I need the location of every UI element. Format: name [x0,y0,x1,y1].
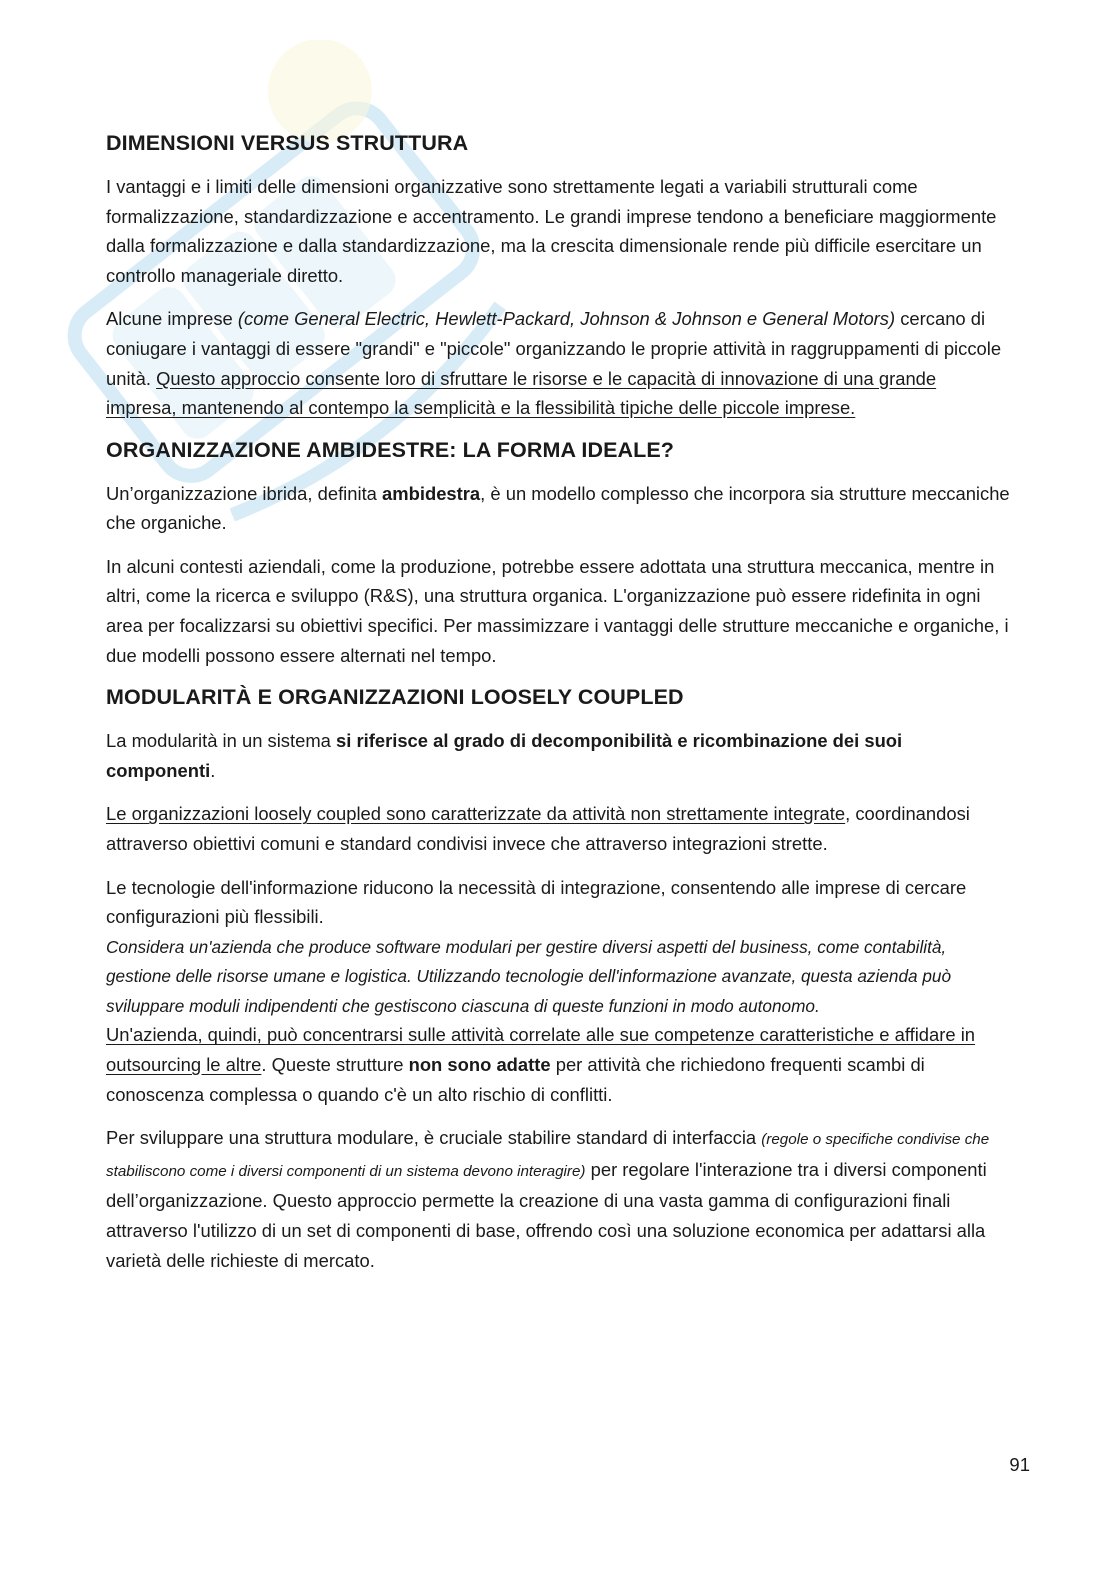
text-run: , coordinandosi attraverso obiettivi comuni e standard condivisi invece che attraverso integrazioni strette. [106,803,970,854]
text-run: Le tecnologie dell'informazione riducono la necessità di integrazione, consentendo alle imprese di cercare configurazioni più flessibili. [106,876,967,928]
paragraph [106,799,1011,858]
paragraph [106,304,1011,422]
text-run: per attività che richiedono frequenti scambi di conoscenza complessa o quando c'è un alto rischio di conflitti. [106,1054,925,1105]
section-ambidestre [106,437,1011,671]
section-title: MODULARITÀ E ORGANIZZAZIONI LOOSELY COUPLED [106,685,684,710]
page-number: 91 [1009,1454,1030,1475]
paragraph [106,1123,1011,1275]
section-modularita [106,684,1011,1275]
text-run: cercano di coniugare i vantaggi di essere "grandi" e "piccole" organizzando le proprie attività in raggruppamenti di piccole unità. [106,308,1002,389]
paragraph [106,873,1011,1110]
section-dimensioni [106,130,1011,423]
paragraph [106,479,1011,538]
paragraph: I vantaggi e i limiti delle dimensioni organizzative sono strettamente legati a variabili strutturali come formalizzazione, standardizzazione e accentramento. Le grandi imprese tendono a beneficiare maggiormente dalla formalizzazione e dalla standardizzazione, ma la crescita dimensionale rende più difficile esercitare un controllo manageriale diretto. [106,175,997,286]
text-run: per regolare l'interazione tra i diversi componenti dell’organizzazione. Questo approccio permette la creazione di una vasta gamma di configurazioni finali attraverso l'utilizzo di un set di componenti di base, offrendo così una soluzione economica per adattarsi alla varietà delle richieste di mercato. [106,1158,987,1271]
text-run: . Queste strutture [261,1054,409,1076]
underlined-text: Un'azienda, quindi, può concentrarsi sulle attività correlate alle sue competenze caratteristiche e affidare in outsourcing le altre [106,1024,976,1076]
italic-text: (come General Electric, Hewlett-Packard, Johnson & Johnson e General Motors) [237,308,896,330]
italic-note: (regole o specifiche condivise che stabiliscono come i diversi componenti di un sistema devono interagire) [106,1131,990,1180]
underlined-text: Le organizzazioni loosely coupled sono caratterizzate da attività non strettamente integrate [106,803,846,825]
text-run: Un’organizzazione ibrida, definita [106,482,383,504]
example-text: Considera un'azienda che produce software modulari per gestire diversi aspetti del business, come contabilità, gestione delle risorse umane e logistica. Utilizzando tecnologie dell'informazione avanzate, questa azienda può sviluppare moduli indipendenti che gestiscono ciascuna di queste funzioni in modo autonomo. [106,936,952,1016]
section-title: ORGANIZZAZIONE AMBIDESTRE: LA FORMA IDEALE? [106,437,675,462]
bold-text: ambidestra [382,482,481,504]
underlined-text: Questo approccio consente loro di sfruttare le risorse e le capacità di innovazione di una grande impresa, mantenendo al contempo la semplicità e la flessibilità tipiche delle piccole imprese. [106,367,937,419]
bold-text: non sono adatte [408,1054,551,1076]
text-run: , è un modello complesso che incorpora sia strutture meccaniche che organiche. [106,482,1010,534]
paragraph [106,726,1011,785]
section-title: DIMENSIONI VERSUS STRUTTURA [106,131,469,155]
document-page [106,130,1011,1289]
text-run: . [210,759,216,781]
bold-text: si riferisce al grado di decomponibilità e ricombinazione dei suoi componenti [106,730,903,781]
paragraph: In alcuni contesti aziendali, come la produzione, potrebbe essere adottata una struttura meccanica, mentre in altri, come la ricerca e sviluppo (R&S), una struttura organica. L'organizzazione può essere ridefinita in ogni area per focalizzarsi su obiettivi specifici. Per massimizzare i vantaggi delle strutture meccaniche e organiche, i due modelli possono essere alternati nel tempo. [106,555,1009,666]
text-run: Per sviluppare una struttura modulare, è cruciale stabilire standard di interfaccia [106,1127,762,1149]
text-run: La modularità in un sistema [106,730,336,752]
text-run: Alcune imprese [106,308,238,330]
